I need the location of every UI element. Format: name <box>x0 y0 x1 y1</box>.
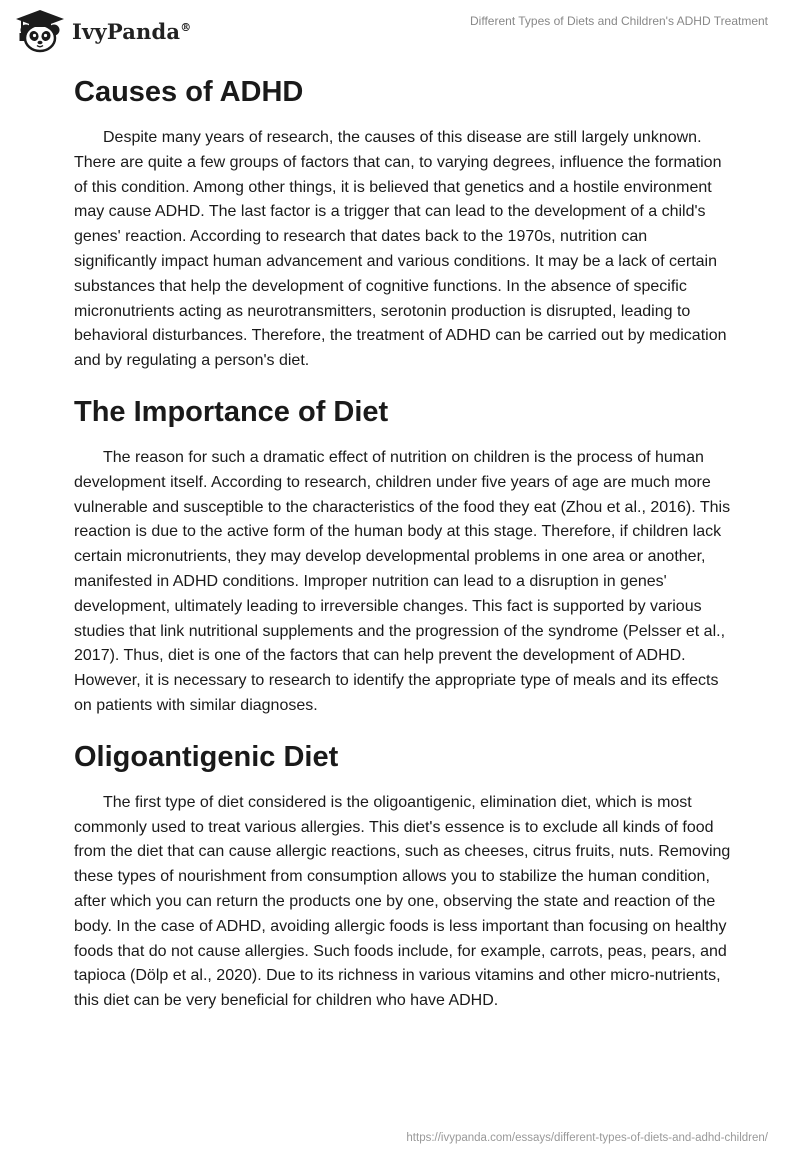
logo-wordmark: IvyPanda® <box>72 18 192 44</box>
section-paragraph: The reason for such a dramatic effect of nutrition on children is the process of human development itself. According to research, children under five years of age are much more vulnerable and susceptible to the characteristics of the food they eat (Zhou et al., 2016). This reaction is due to the active form of the human body at this stage. Therefore, if children lack certain micronutrients, they may develop developmental problems in one area or another, manifested in ADHD conditions. Improper nutrition can lead to a disruption in genes' development, ultimately leading to irreversible changes. This fact is supported by various studies that link nutritional supplements and the progression of the syndrome (Pelsser et al., 2017). Thus, diet is one of the factors that can help prevent the development of ADHD. However, it is necessary to research to identify the appropriate type of meals and its effects on patients with similar diagnoses. <box>74 448 731 714</box>
essay-content <box>74 72 734 1032</box>
section-paragraph: The first type of diet considered is the oligoantigenic, elimination diet, which is most commonly used to treat various allergies. This diet's essence is to exclude all kinds of food from the diet that can cause allergic reactions, such as cheeses, citrus fruits, nuts. Removing these types of nourishment from consumption allows you to stabilize the human condition, after which you can return the products one by one, observing the state and reaction of the body. In the case of ADHD, avoiding allergic foods is less important than focusing on healthy foods that do not cause allergies. Such foods include, for example, carrots, peas, pears, and tapioca (Dölp et al., 2020). Due to its richness in various vitamins and other micro-nutrients, this diet can be very beneficial for children who have ADHD. <box>74 793 731 1010</box>
document-title: Different Types of Diets and Children's ADHD Treatment <box>470 14 768 28</box>
page-header <box>0 0 800 64</box>
ivypanda-logo[interactable] <box>14 8 191 54</box>
section-causes-of-adhd <box>74 72 734 374</box>
section-heading: Oligoantigenic Diet <box>74 740 339 773</box>
section-heading: The Importance of Diet <box>74 395 389 428</box>
panda-graduate-icon <box>14 8 66 54</box>
source-url-link[interactable]: https://ivypanda.com/essays/different-types-of-diets-and-adhd-children/ <box>406 1132 768 1144</box>
section-importance-of-diet <box>74 392 734 719</box>
section-paragraph: Despite many years of research, the causes of this disease are still largely unknown. There are quite a few groups of factors that can, to varying degrees, influence the formation of this condition. Among other things, it is believed that genetics and a hostile environment may cause ADHD. The last factor is a trigger that can lead to the development of a child's genes' reaction. According to research that dates back to the 1970s, nutrition can significantly impact human advancement and various conditions. It may be a lack of certain substances that help the development of cognitive functions. In the absence of specific micronutrients acting as neurotransmitters, serotonin production is disrupted, leading to behavioral disturbances. Therefore, the treatment of ADHD can be carried out by medication and by regulating a person's diet. <box>74 129 727 370</box>
section-heading: Causes of ADHD <box>74 76 304 108</box>
section-oligoantigenic-diet <box>74 737 734 1014</box>
